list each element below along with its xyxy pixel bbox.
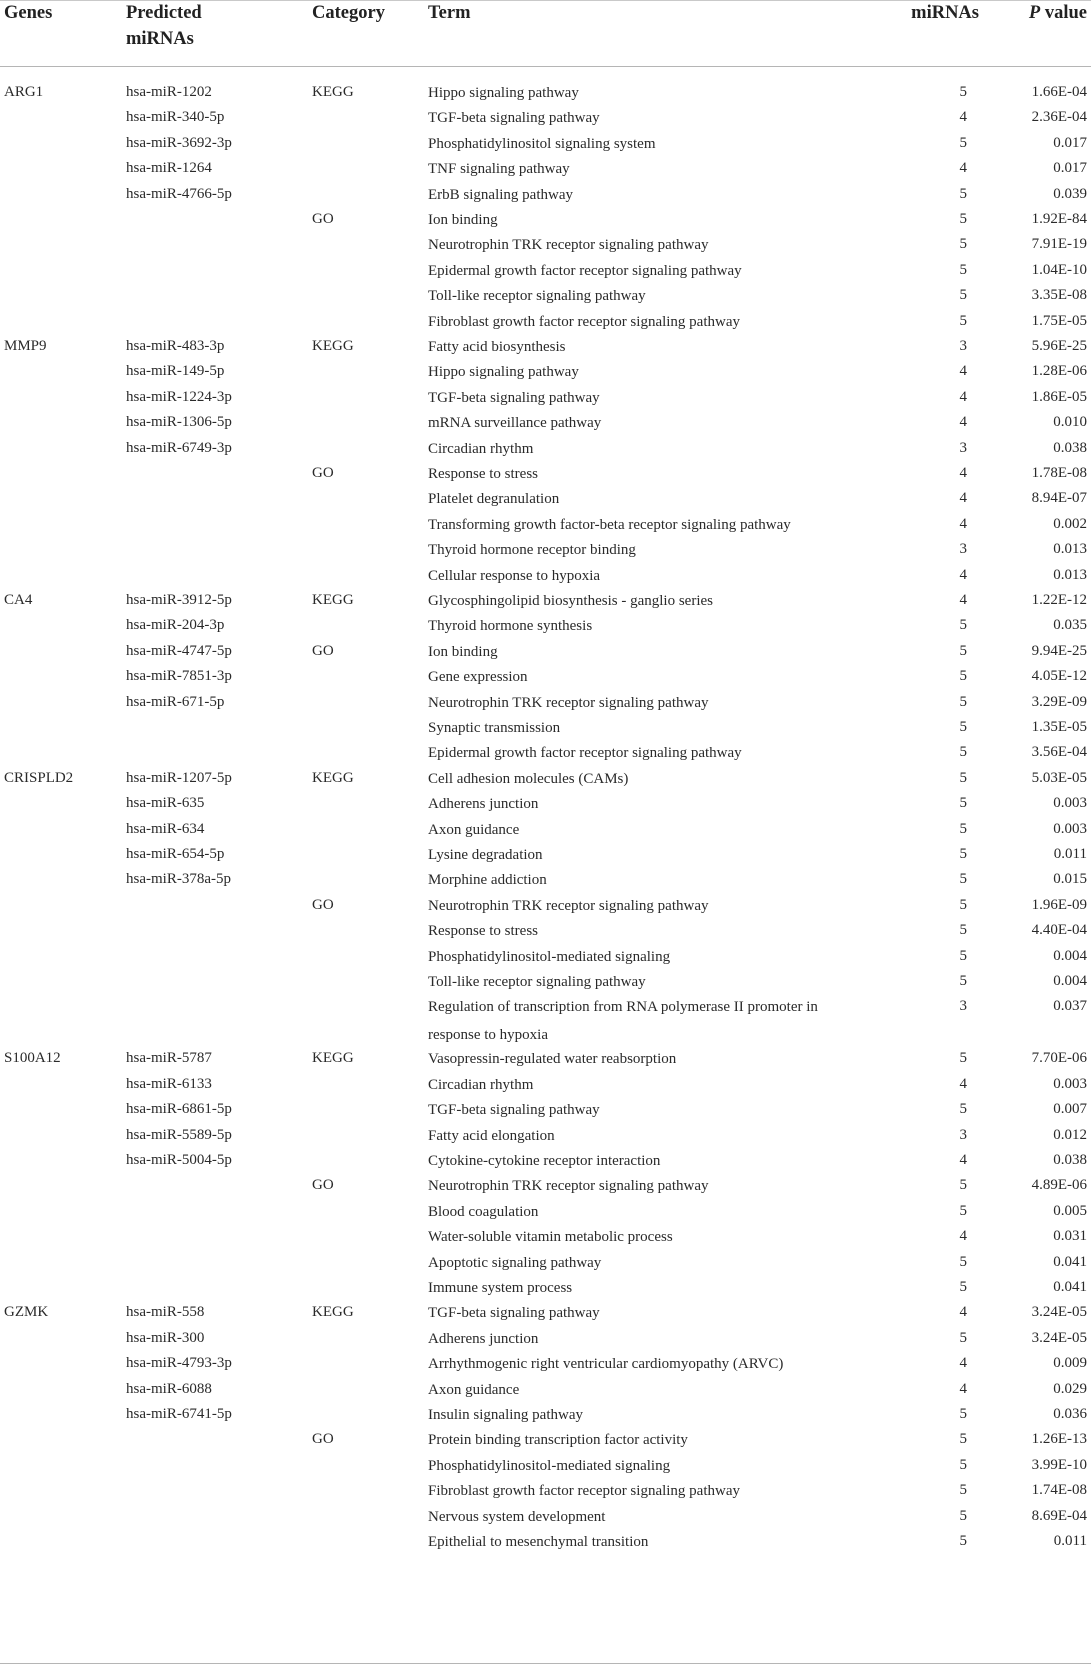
mirna-count-cell: 3 — [959, 1126, 967, 1143]
table-row — [0, 1350, 1091, 1377]
term-cell: Fibroblast growth factor receptor signaling pathway — [428, 1483, 740, 1500]
header-mirna-count: miRNAs — [911, 3, 979, 23]
mirna-cell: hsa-miR-4747-5p — [126, 642, 232, 659]
bottom-rule — [0, 1663, 1091, 1664]
term-cell: Cell adhesion molecules (CAMs) — [428, 770, 629, 787]
term-cell: Adherens junction — [428, 1330, 539, 1347]
table-row — [0, 1096, 1091, 1123]
table-row — [0, 1172, 1091, 1199]
table-row — [0, 155, 1091, 182]
mirna-count-cell: 4 — [959, 414, 967, 431]
table-row — [0, 841, 1091, 868]
term-cell: Blood coagulation — [428, 1203, 539, 1220]
p-value-cell: 7.91E-19 — [1031, 236, 1087, 253]
table-row — [0, 1376, 1091, 1403]
mirna-count-cell: 4 — [959, 566, 967, 583]
mirna-count-cell: 5 — [959, 769, 967, 786]
table-row — [0, 663, 1091, 690]
mirna-count-cell: 4 — [959, 1380, 967, 1397]
p-value-cell: 0.002 — [1053, 515, 1087, 532]
mirna-cell: hsa-miR-4793-3p — [126, 1355, 232, 1372]
mirna-cell: hsa-miR-149-5p — [126, 363, 225, 380]
header-predicted-mirnas — [126, 0, 256, 52]
table-row — [0, 181, 1091, 208]
p-value-cell: 0.039 — [1053, 185, 1087, 202]
mirna-cell: hsa-miR-6861-5p — [126, 1101, 232, 1118]
table-row — [0, 1274, 1091, 1301]
mirna-count-cell: 4 — [959, 465, 967, 481]
table-row — [0, 993, 1091, 1049]
term-cell: Morphine addiction — [428, 872, 547, 889]
category-cell: KEGG — [312, 592, 354, 608]
p-value-cell: 0.003 — [1053, 820, 1087, 837]
mirna-count-cell: 3 — [959, 439, 967, 456]
category-cell: GO — [312, 1431, 334, 1448]
mirna-count-cell: 5 — [959, 1279, 967, 1295]
p-value-cell: 0.013 — [1053, 541, 1087, 558]
p-value-cell: 1.66E-04 — [1031, 84, 1087, 100]
p-value-cell: 7.70E-06 — [1031, 1050, 1087, 1067]
term-cell: Gene expression — [428, 669, 528, 686]
p-value-cell: 4.05E-12 — [1031, 668, 1087, 685]
mirna-cell: hsa-miR-6741-5p — [126, 1406, 232, 1422]
p-value-cell: 0.012 — [1053, 1126, 1087, 1143]
term-cell: Cytokine-cytokine receptor interaction — [428, 1153, 661, 1169]
mirna-count-cell: 5 — [959, 795, 967, 812]
mirna-count-cell: 5 — [959, 1533, 967, 1549]
term-cell: TGF-beta signaling pathway — [428, 389, 600, 406]
table-row — [0, 358, 1091, 385]
mirna-cell: hsa-miR-7851-3p — [126, 668, 232, 685]
mirna-cell: hsa-miR-483-3p — [126, 338, 225, 354]
header-genes: Genes — [4, 3, 53, 23]
table-row — [0, 714, 1091, 741]
p-value-cell: 0.029 — [1053, 1380, 1087, 1397]
term-cell: Apoptotic signaling pathway — [428, 1254, 602, 1271]
p-value-cell: 1.22E-12 — [1031, 592, 1087, 608]
p-value-cell: 1.86E-05 — [1031, 388, 1087, 405]
term-cell: Thyroid hormone synthesis — [428, 618, 593, 635]
mirna-cell: hsa-miR-1224-3p — [126, 388, 232, 405]
p-value-cell: 3.56E-04 — [1031, 744, 1087, 761]
term-cell: Adherens junction — [428, 796, 539, 813]
mirna-count-cell: 5 — [959, 1431, 967, 1448]
table-row — [0, 968, 1091, 995]
category-cell: KEGG — [312, 1050, 354, 1067]
mirna-count-cell: 4 — [959, 363, 967, 380]
term-cell: Circadian rhythm — [428, 1076, 534, 1093]
p-value-cell: 0.003 — [1053, 1075, 1087, 1092]
mirna-count-cell: 4 — [959, 1304, 967, 1321]
term-cell: Toll-like receptor signaling pathway — [428, 288, 646, 305]
mirna-cell: hsa-miR-1202 — [126, 84, 212, 100]
term-cell: Nervous system development — [428, 1508, 606, 1525]
term-cell: Axon guidance — [428, 1381, 520, 1398]
category-cell: KEGG — [312, 1304, 354, 1321]
term-cell: Circadian rhythm — [428, 440, 534, 457]
mirna-count-cell: 5 — [959, 947, 967, 964]
term-cell: Neurotrophin TRK receptor signaling pathway — [428, 897, 709, 914]
p-value-cell: 1.28E-06 — [1031, 363, 1087, 380]
table-row — [0, 231, 1091, 258]
mirna-cell: hsa-miR-635 — [126, 795, 205, 812]
mirna-count-cell: 4 — [959, 160, 967, 177]
p-value-cell: 0.041 — [1053, 1279, 1087, 1295]
gene-cell: CA4 — [4, 592, 33, 608]
mirna-count-cell: 4 — [959, 592, 967, 608]
mirna-count-cell: 5 — [959, 1507, 967, 1524]
mirna-cell: hsa-miR-204-3p — [126, 617, 225, 634]
table-row — [0, 562, 1091, 589]
mirna-cell: hsa-miR-3692-3p — [126, 134, 232, 151]
table-row — [0, 1426, 1091, 1453]
term-cell: Fibroblast growth factor receptor signaling pathway — [428, 313, 740, 330]
table-row — [0, 943, 1091, 970]
term-cell: Neurotrophin TRK receptor signaling pathway — [428, 237, 709, 254]
term-cell: Axon guidance — [428, 821, 520, 838]
table-row — [0, 739, 1091, 766]
mirna-cell: hsa-miR-6088 — [126, 1380, 212, 1397]
mirna-count-cell: 3 — [959, 338, 967, 354]
p-value-cell: 0.017 — [1053, 134, 1087, 151]
p-value-cell: 0.004 — [1053, 947, 1087, 964]
p-value-cell: 0.011 — [1053, 1533, 1087, 1549]
table-row — [0, 816, 1091, 843]
table-row — [0, 104, 1091, 131]
term-cell: Regulation of transcription from RNA polymerase II promoter in response to hypoxia — [428, 999, 818, 1044]
mirna-count-cell: 5 — [959, 719, 967, 735]
table-row — [0, 435, 1091, 462]
term-cell: Response to stress — [428, 923, 538, 940]
table-row — [0, 511, 1091, 538]
header-p-value-word: value — [1040, 3, 1087, 23]
mirna-count-cell: 5 — [959, 1101, 967, 1118]
term-cell: Fatty acid biosynthesis — [428, 339, 566, 355]
mirna-count-cell: 5 — [959, 642, 967, 659]
category-cell: GO — [312, 211, 334, 227]
mirna-count-cell: 5 — [959, 820, 967, 837]
mirna-count-cell: 5 — [959, 1456, 967, 1473]
mirna-count-cell: 4 — [959, 1228, 967, 1245]
p-value-cell: 5.03E-05 — [1031, 769, 1087, 786]
term-cell: Water-soluble vitamin metabolic process — [428, 1229, 673, 1246]
mirna-count-cell: 5 — [959, 668, 967, 685]
term-cell: Glycosphingolipid biosynthesis - ganglio series — [428, 593, 713, 609]
p-value-cell: 3.24E-05 — [1031, 1329, 1087, 1346]
p-value-cell: 0.005 — [1053, 1202, 1087, 1219]
table-row — [0, 790, 1091, 817]
mirna-count-cell: 5 — [959, 1406, 967, 1422]
category-cell: GO — [312, 1177, 334, 1194]
p-value-cell: 0.004 — [1053, 973, 1087, 989]
term-cell: Lysine degradation — [428, 847, 543, 863]
mirna-count-cell: 4 — [959, 1355, 967, 1372]
p-value-cell: 0.036 — [1053, 1406, 1087, 1422]
mirna-cell: hsa-miR-558 — [126, 1304, 205, 1321]
term-cell: Phosphatidylinositol-mediated signaling — [428, 948, 671, 965]
mirna-count-cell: 4 — [959, 109, 967, 126]
p-value-cell: 8.69E-04 — [1031, 1507, 1087, 1524]
mirna-count-cell: 4 — [959, 388, 967, 405]
mirna-count-cell: 5 — [959, 693, 967, 710]
mirna-cell: hsa-miR-378a-5p — [126, 871, 231, 888]
mirna-cell: hsa-miR-654-5p — [126, 846, 225, 862]
term-cell: Toll-like receptor signaling pathway — [428, 974, 646, 990]
mirna-cell: hsa-miR-5787 — [126, 1050, 212, 1067]
p-value-cell: 3.35E-08 — [1031, 287, 1087, 304]
table-row — [0, 638, 1091, 665]
mirna-cell: hsa-miR-340-5p — [126, 109, 225, 126]
p-value-cell: 0.003 — [1053, 795, 1087, 812]
mirna-cell: hsa-miR-6749-3p — [126, 439, 232, 456]
table-row — [0, 612, 1091, 639]
category-cell: KEGG — [312, 84, 354, 100]
header-p-value — [1029, 0, 1087, 26]
p-value-cell: 0.035 — [1053, 617, 1087, 634]
table-row — [0, 308, 1091, 335]
term-cell: Ion binding — [428, 643, 498, 660]
table-row — [0, 460, 1091, 487]
mirna-count-cell: 4 — [959, 1152, 967, 1168]
p-value-cell: 5.96E-25 — [1031, 338, 1087, 354]
mirna-count-cell: 3 — [959, 541, 967, 558]
table-row — [0, 587, 1091, 614]
mirna-cell: hsa-miR-671-5p — [126, 693, 225, 710]
mirna-count-cell: 5 — [959, 1329, 967, 1346]
mirna-count-cell: 5 — [959, 211, 967, 227]
term-cell: Response to stress — [428, 466, 538, 482]
mirna-count-cell: 5 — [959, 922, 967, 939]
p-value-cell: 3.24E-05 — [1031, 1304, 1087, 1321]
term-cell: ErbB signaling pathway — [428, 186, 573, 203]
table-row — [0, 1071, 1091, 1098]
term-cell: TNF signaling pathway — [428, 161, 570, 178]
category-cell: KEGG — [312, 769, 354, 786]
p-value-cell: 0.009 — [1053, 1355, 1087, 1372]
table-row — [0, 917, 1091, 944]
mirna-count-cell: 5 — [959, 617, 967, 634]
category-cell: GO — [312, 896, 334, 913]
mirna-count-cell: 5 — [959, 84, 967, 100]
gene-cell: CRISPLD2 — [4, 769, 74, 786]
p-value-cell: 1.04E-10 — [1031, 261, 1087, 278]
term-cell: Fatty acid elongation — [428, 1127, 555, 1144]
term-cell: TGF-beta signaling pathway — [428, 1102, 600, 1119]
table-row — [0, 485, 1091, 512]
term-cell: Hippo signaling pathway — [428, 85, 579, 101]
table-row — [0, 1299, 1091, 1326]
term-cell: Hippo signaling pathway — [428, 364, 579, 381]
gene-cell: ARG1 — [4, 84, 44, 100]
mirna-count-cell: 5 — [959, 1177, 967, 1194]
mirna-count-cell: 5 — [959, 1050, 967, 1067]
term-cell: Epidermal growth factor receptor signaling pathway — [428, 745, 742, 762]
p-value-cell: 0.038 — [1053, 1152, 1087, 1168]
p-value-cell: 1.75E-05 — [1031, 312, 1087, 329]
table-row — [0, 1503, 1091, 1530]
p-value-cell: 4.89E-06 — [1031, 1177, 1087, 1194]
table-row — [0, 206, 1091, 233]
mirna-count-cell: 5 — [959, 846, 967, 862]
mirna-cell: hsa-miR-5589-5p — [126, 1126, 232, 1143]
mirna-cell: hsa-miR-6133 — [126, 1075, 212, 1092]
gene-cell: MMP9 — [4, 338, 47, 354]
p-value-cell: 1.78E-08 — [1031, 465, 1087, 481]
table-row — [0, 1223, 1091, 1250]
mirna-cell: hsa-miR-1306-5p — [126, 414, 232, 431]
p-value-cell: 0.038 — [1053, 439, 1087, 456]
table-row — [0, 79, 1091, 106]
p-value-cell: 8.94E-07 — [1031, 490, 1087, 507]
p-value-cell: 0.031 — [1053, 1228, 1087, 1245]
p-value-cell: 0.013 — [1053, 566, 1087, 583]
mirna-cell: hsa-miR-634 — [126, 820, 205, 837]
table-row — [0, 1477, 1091, 1504]
p-value-cell: 0.011 — [1053, 846, 1087, 862]
term-cell: Transforming growth factor-beta receptor signaling pathway — [428, 516, 791, 533]
table-row — [0, 536, 1091, 563]
p-value-cell: 9.94E-25 — [1031, 642, 1087, 659]
term-cell: Epidermal growth factor receptor signaling pathway — [428, 262, 742, 279]
table-row — [0, 1122, 1091, 1149]
header-p-value-letter: P — [1028, 3, 1041, 23]
header-predicted-mirnas-line2: miRNAs — [126, 29, 194, 49]
term-cell: TGF-beta signaling pathway — [428, 110, 600, 127]
term-cell: mRNA surveillance pathway — [428, 415, 602, 432]
p-value-cell: 2.36E-04 — [1031, 109, 1087, 126]
table-row — [0, 333, 1091, 360]
mirna-cell: hsa-miR-4766-5p — [126, 185, 232, 202]
mirna-count-cell: 5 — [959, 1202, 967, 1219]
term-cell: Cellular response to hypoxia — [428, 567, 601, 584]
p-value-cell: 0.010 — [1053, 414, 1087, 431]
mirna-count-cell: 5 — [959, 134, 967, 151]
mirna-count-cell: 5 — [959, 1253, 967, 1270]
gene-cell: S100A12 — [4, 1050, 61, 1067]
table-row — [0, 1249, 1091, 1276]
table-row — [0, 1325, 1091, 1352]
mirna-count-cell: 4 — [959, 515, 967, 532]
mirna-count-cell: 3 — [959, 998, 967, 1015]
p-value-cell: 0.007 — [1053, 1101, 1087, 1118]
table-row — [0, 409, 1091, 436]
term-cell: Platelet degranulation — [428, 491, 560, 508]
mirna-cell: hsa-miR-3912-5p — [126, 592, 232, 608]
term-cell: Protein binding transcription factor activity — [428, 1432, 688, 1449]
mirna-count-cell: 5 — [959, 744, 967, 761]
table-row — [0, 282, 1091, 309]
table-row — [0, 384, 1091, 411]
table-row — [0, 1147, 1091, 1174]
p-value-cell: 1.96E-09 — [1031, 896, 1087, 913]
term-cell: Ion binding — [428, 212, 498, 228]
table-row — [0, 130, 1091, 157]
table-row — [0, 765, 1091, 792]
p-value-cell: 0.041 — [1053, 1253, 1087, 1270]
mirna-count-cell: 5 — [959, 871, 967, 888]
p-value-cell: 1.92E-84 — [1031, 211, 1087, 227]
term-cell: Vasopressin-regulated water reabsorption — [428, 1051, 677, 1068]
header-predicted-mirnas-line1: Predicted — [126, 3, 202, 23]
mirna-cell: hsa-miR-1207-5p — [126, 769, 232, 786]
category-cell: GO — [312, 465, 334, 481]
table-row — [0, 1198, 1091, 1225]
term-cell: Epithelial to mesenchymal transition — [428, 1534, 649, 1550]
p-value-cell: 1.74E-08 — [1031, 1482, 1087, 1499]
table-header — [0, 0, 1091, 67]
table-row — [0, 689, 1091, 716]
mirna-count-cell: 4 — [959, 490, 967, 507]
table-row — [0, 866, 1091, 893]
header-category: Category — [312, 3, 385, 23]
term-cell: Thyroid hormone receptor binding — [428, 542, 636, 559]
p-value-cell: 1.26E-13 — [1031, 1431, 1087, 1448]
category-cell: GO — [312, 642, 334, 659]
mirna-count-cell: 5 — [959, 312, 967, 329]
mirna-cell: hsa-miR-300 — [126, 1329, 205, 1346]
mirna-count-cell: 5 — [959, 1482, 967, 1499]
term-cell: Arrhythmogenic right ventricular cardiomyopathy (ARVC) — [428, 1356, 784, 1373]
p-value-cell: 1.35E-05 — [1031, 719, 1087, 735]
term-cell: Neurotrophin TRK receptor signaling pathway — [428, 1178, 709, 1195]
term-cell: TGF-beta signaling pathway — [428, 1305, 600, 1322]
header-term: Term — [428, 3, 471, 23]
p-value-cell: 0.017 — [1053, 160, 1087, 177]
term-cell: Synaptic transmission — [428, 720, 561, 736]
table-row — [0, 892, 1091, 919]
table-row — [0, 257, 1091, 284]
category-cell: KEGG — [312, 338, 354, 354]
table-row — [0, 1452, 1091, 1479]
p-value-cell: 3.29E-09 — [1031, 693, 1087, 710]
term-cell: Insulin signaling pathway — [428, 1407, 583, 1423]
mirna-cell: hsa-miR-1264 — [126, 160, 212, 177]
mirna-count-cell: 5 — [959, 896, 967, 913]
p-value-cell: 0.015 — [1053, 871, 1087, 888]
mirna-count-cell: 5 — [959, 973, 967, 989]
table-row — [0, 1045, 1091, 1072]
mirna-count-cell: 5 — [959, 287, 967, 304]
mirna-count-cell: 5 — [959, 261, 967, 278]
term-cell: Phosphatidylinositol-mediated signaling — [428, 1457, 671, 1474]
mirna-count-cell: 4 — [959, 1075, 967, 1092]
p-value-cell: 0.037 — [1053, 998, 1087, 1015]
term-cell: Phosphatidylinositol signaling system — [428, 135, 656, 152]
p-value-cell: 3.99E-10 — [1031, 1456, 1087, 1473]
table-row — [0, 1401, 1091, 1428]
p-value-cell: 4.40E-04 — [1031, 922, 1087, 939]
table-row — [0, 1528, 1091, 1555]
term-cell: Immune system process — [428, 1280, 573, 1296]
mirna-count-cell: 5 — [959, 185, 967, 202]
term-cell: Neurotrophin TRK receptor signaling pathway — [428, 694, 709, 711]
mirna-cell: hsa-miR-5004-5p — [126, 1152, 232, 1168]
gene-cell: GZMK — [4, 1304, 49, 1321]
mirna-count-cell: 5 — [959, 236, 967, 253]
